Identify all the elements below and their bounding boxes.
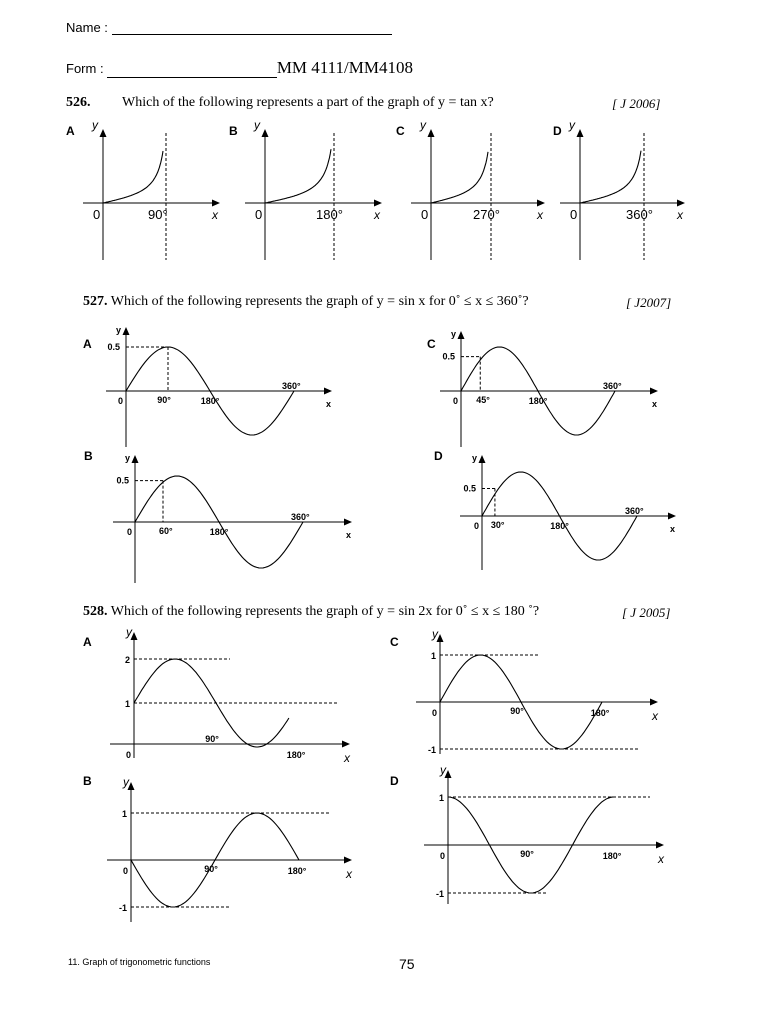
q527-a-x-value-label: 90° [157,395,171,405]
question-526-graphs [0,115,768,285]
q527-d-x-arrow [668,513,676,520]
q528-d-origin-label: 0 [440,851,446,861]
q527-a-half-label: 0.5 [107,342,120,352]
q526-b-label: B [229,124,238,138]
name-blank-line[interactable] [112,21,392,35]
q527-b-y-label: y [125,453,131,463]
question-527-line [83,294,529,310]
q528-c-label: C [390,635,399,649]
q527-a-y-arrow [123,327,130,335]
question-527-graphs [0,315,768,595]
q528-a-x-arrow [342,741,350,748]
q526-d-asymptote-label: 360° [626,207,653,222]
q528-a-90-label: 90° [205,734,219,744]
q526-d-x-arrow [677,200,685,207]
q527-a-x-arrow [324,388,332,395]
q526-a-tan-curve [103,151,163,203]
q528-d-top-label: 1 [438,793,444,803]
q526-c-x-arrow [537,200,545,207]
question-528-text: Which of the following represents the graph of y = sin 2x for 0˚ ≤ x ≤ 180 ˚? [110,604,540,619]
q528-d-x-label: x [658,852,664,866]
q527-d-y-label: y [472,453,478,463]
q528-a-x-label: x [344,751,350,765]
q528-c-origin-label: 0 [432,708,438,718]
form-label: Form : [66,61,104,76]
q527-a-y-label: y [116,325,122,335]
q527-b-label: B [84,449,93,463]
q528-c-x-arrow [650,699,658,706]
q526-b-tan-curve [265,149,331,203]
q527-c-half-label: 0.5 [442,351,455,362]
q526-c-origin-label: 0 [421,207,429,222]
q526-a-asymptote-label: 90° [148,207,168,222]
question-526-ref: [ J 2006] [612,96,661,111]
q527-c-x-label: x [652,399,658,409]
q527-a-origin-label: 0 [118,396,124,406]
q526-c-label: C [396,124,405,138]
q528-d-bottom-label: -1 [435,889,444,899]
q527-d-x-label: x [670,524,676,534]
q526-c-x-label: x [537,208,543,222]
q527-b-y-arrow [132,455,139,463]
q526-b-x-arrow [374,200,382,207]
q528-c-top-label: 1 [430,651,436,661]
q526-d-y-arrow [577,129,584,137]
q528-a-mid-label: 1 [124,699,130,709]
q527-b-half-label: 0.5 [116,475,129,486]
q528-b-origin-label: 0 [123,866,129,876]
q526-c-y-label: y [420,118,426,132]
q526-c-asymptote-label: 270° [473,207,500,222]
q527-c-origin-label: 0 [453,396,459,406]
question-528-graphs [0,622,768,922]
form-blank-line[interactable] [107,64,277,78]
q526-d-y-label: y [569,118,575,132]
name-label: Name : [66,20,108,35]
q528-b-label: B [83,774,92,788]
q526-b-y-arrow [262,129,269,137]
q526-b-x-label: x [374,208,380,222]
q528-c-180-label: 180° [590,708,610,718]
name-field [66,20,392,35]
q528-a-label: A [83,635,92,649]
question-526-number: 526. [66,95,91,110]
q527-b-x-label: x [346,530,352,540]
q527-d-360-label: 360° [625,506,644,516]
q526-d-label: D [553,124,562,138]
q528-b-180-label: 180° [287,866,307,876]
q527-c-label: C [427,337,436,351]
q527-c-x-arrow [650,388,658,395]
q527-a-label: A [83,337,92,351]
q526-d-tan-curve [580,151,641,203]
q527-c-180-label: 180° [528,396,548,406]
q527-c-y-arrow [458,331,465,339]
q528-a-y-label: y [126,625,132,639]
q528-b-x-arrow [344,857,352,864]
q528-a-origin-label: 0 [126,750,132,760]
q526-b-y-label: y [254,118,260,132]
q527-c-x-value-label: 45° [476,395,490,405]
q528-d-180-label: 180° [602,851,622,861]
q527-a-x-label: x [326,399,332,409]
q528-a-top-label: 2 [124,655,130,665]
q526-d-x-label: x [677,208,683,222]
question-527-text: Which of the following represents the graph of y = sin x for 0˚ ≤ x ≤ 360˚? [110,294,529,309]
question-528-number: 528. [83,604,108,619]
question-526-text: Which of the following represents a part of the graph of y = tan x? [122,95,494,110]
q528-d-x-arrow [656,842,664,849]
q526-c-y-arrow [428,129,435,137]
q528-b-top-label: 1 [121,809,127,819]
q526-a-x-label: x [212,208,218,222]
q528-b-90-label: 90° [204,864,218,874]
q528-b-bottom-label: -1 [118,903,127,913]
question-527-ref: [ J2007] [626,295,672,310]
q528-c-bottom-label: -1 [427,745,436,755]
q528-a-180-label: 180° [286,750,306,760]
question-528-line [83,604,539,620]
q527-b-180-label: 180° [209,527,229,537]
q526-d-origin-label: 0 [570,207,578,222]
q527-b-360-label: 360° [291,512,310,522]
q527-b-x-arrow [344,519,352,526]
q528-d-y-label: y [440,763,446,777]
course-code: MM 4111/MM4108 [276,58,413,77]
q528-b-x-label: x [346,867,352,881]
q527-a-180-label: 180° [200,396,220,406]
q526-a-y-label: y [92,118,98,132]
question-528-ref: [ J 2005] [622,605,671,620]
q526-b-origin-label: 0 [255,207,263,222]
q527-d-half-label: 0.5 [463,483,476,494]
footer-page-number: 75 [399,956,415,972]
q528-d-label: D [390,774,399,788]
q528-c-x-label: x [652,709,658,723]
q526-b-asymptote-label: 180° [316,207,343,222]
q527-b-origin-label: 0 [127,527,133,537]
q527-a-360-label: 360° [282,381,301,391]
q526-c-tan-curve [431,152,488,203]
q526-a-origin-label: 0 [93,207,101,222]
q527-d-180-label: 180° [550,521,569,531]
q528-c-y-label: y [432,627,438,641]
q528-d-90-label: 90° [520,849,534,859]
q527-d-label: D [434,449,443,463]
q526-a-label: A [66,124,75,138]
q528-c-90-label: 90° [510,706,524,716]
question-527-number: 527. [83,294,108,309]
q527-d-y-arrow [479,455,486,463]
q527-c-y-label: y [451,329,457,339]
q527-d-x-value-label: 30° [490,520,505,530]
footer-chapter: 11. Graph of trigonometric functions [68,957,211,967]
q527-b-x-value-label: 60° [159,526,173,536]
q526-a-x-arrow [212,200,220,207]
q526-a-y-arrow [100,129,107,137]
form-field [66,58,413,78]
q527-d-origin-label: 0 [474,521,480,531]
q528-b-y-label: y [123,775,129,789]
q527-c-360-label: 360° [603,381,622,391]
